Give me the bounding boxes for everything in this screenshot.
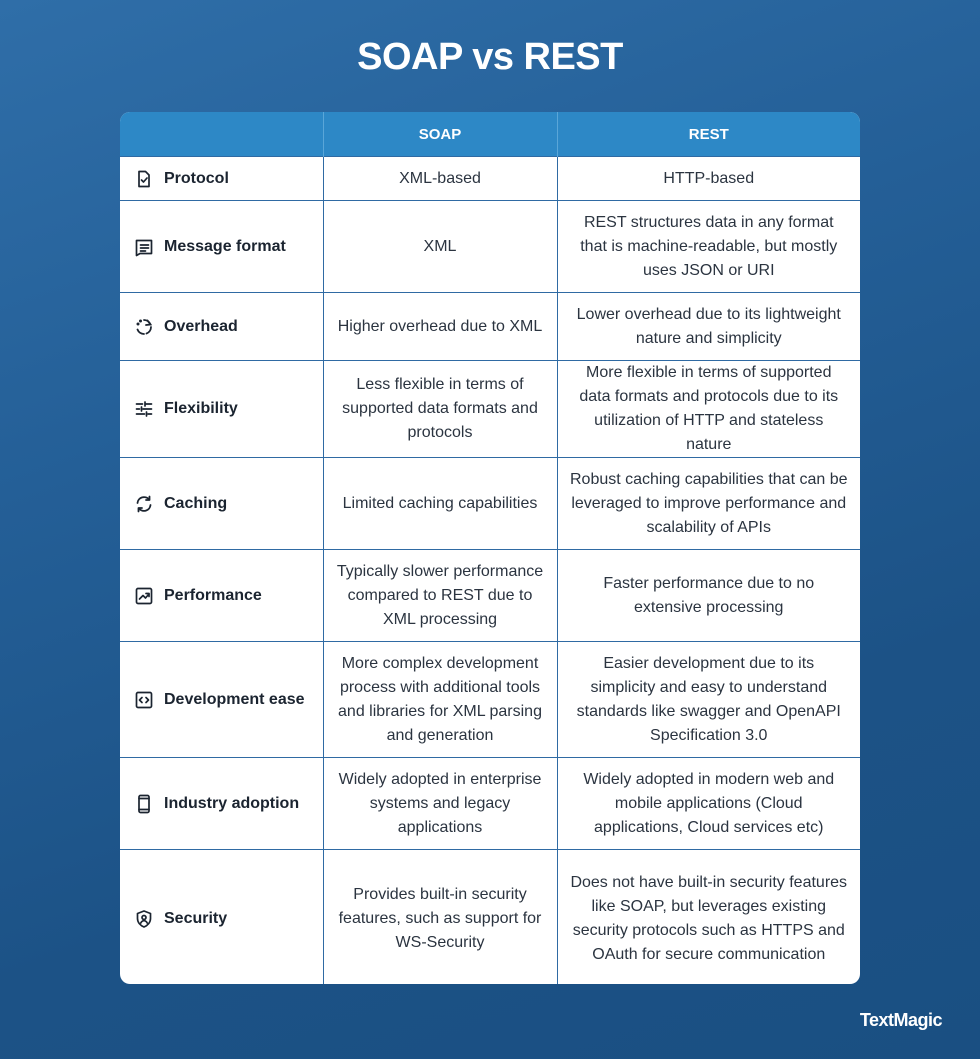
loading-cycle-icon [134,317,154,337]
refresh-icon [134,494,154,514]
header-empty [120,112,323,157]
soap-cell: More complex development process with additional tools and libraries for XML parsing and generation [323,642,557,758]
row-label: Security [164,910,228,928]
soap-cell: Provides built-in security features, such as support for WS-Security [323,850,557,985]
row-label: Performance [164,586,262,604]
table-row [120,758,860,850]
message-list-icon [134,237,154,257]
row-label: Development ease [164,690,305,708]
sliders-icon [134,399,154,419]
table-row [120,361,860,458]
row-label: Caching [164,494,228,512]
code-icon [134,690,154,710]
header-row [120,112,860,157]
comparison-card [120,112,860,984]
table-row [120,201,860,293]
header-rest: REST [557,112,860,157]
brand-logo: TextMagic [859,1010,942,1030]
rest-cell: Robust caching capabilities that can be leveraged to improve performance and scalability of APIs [557,458,860,550]
row-label-cell [120,201,323,293]
shield-user-icon [134,909,154,929]
soap-cell: Higher overhead due to XML [323,293,557,361]
table-row [120,550,860,642]
row-label-cell [120,293,323,361]
row-label: Flexibility [164,400,238,417]
table-row [120,850,860,985]
row-label-cell [120,157,323,201]
row-label-cell [120,642,323,758]
rest-cell: Easier development due to its simplicity and easy to understand standards like swagger and OpenAPI Specification 3.0 [557,642,860,758]
mobile-phone-icon [134,794,154,814]
table-row [120,157,860,201]
rest-cell: Lower overhead due to its lightweight nature and simplicity [557,293,860,361]
table-row [120,293,860,361]
rest-cell: More flexible in terms of supported data formats and protocols due to its utilization of HTTP and stateless nature [557,361,860,458]
row-label-cell [120,850,323,985]
trend-up-icon [134,586,154,606]
row-label: Overhead [164,317,238,335]
row-label-cell [120,550,323,642]
soap-cell: Typically slower performance compared to REST due to XML processing [323,550,557,642]
row-label: Message format [164,237,286,255]
row-label-cell [120,361,323,458]
rest-cell: Does not have built-in security features like SOAP, but leverages existing security protocols such as HTTPS and OAuth for secure communication [557,850,860,985]
rest-cell: Widely adopted in modern web and mobile applications (Cloud applications, Cloud services etc) [557,758,860,850]
document-check-icon [134,169,154,189]
soap-cell: XML [323,201,557,293]
rest-cell: REST structures data in any format that is machine-readable, but mostly uses JSON or URI [557,201,860,293]
table-row [120,642,860,758]
soap-cell: XML-based [323,157,557,201]
soap-cell: Less flexible in terms of supported data formats and protocols [323,361,557,458]
page-title: SOAP vs REST [357,36,623,78]
comparison-table [120,112,860,984]
rest-cell: Faster performance due to no extensive processing [557,550,860,642]
row-label-cell [120,458,323,550]
soap-cell: Limited caching capabilities [323,458,557,550]
row-label: Protocol [164,169,229,187]
rest-cell: HTTP-based [557,157,860,201]
row-label: Industry adoption [164,794,300,812]
table-row [120,458,860,550]
header-soap: SOAP [323,112,557,157]
soap-cell: Widely adopted in enterprise systems and legacy applications [323,758,557,850]
row-label-cell [120,758,323,850]
